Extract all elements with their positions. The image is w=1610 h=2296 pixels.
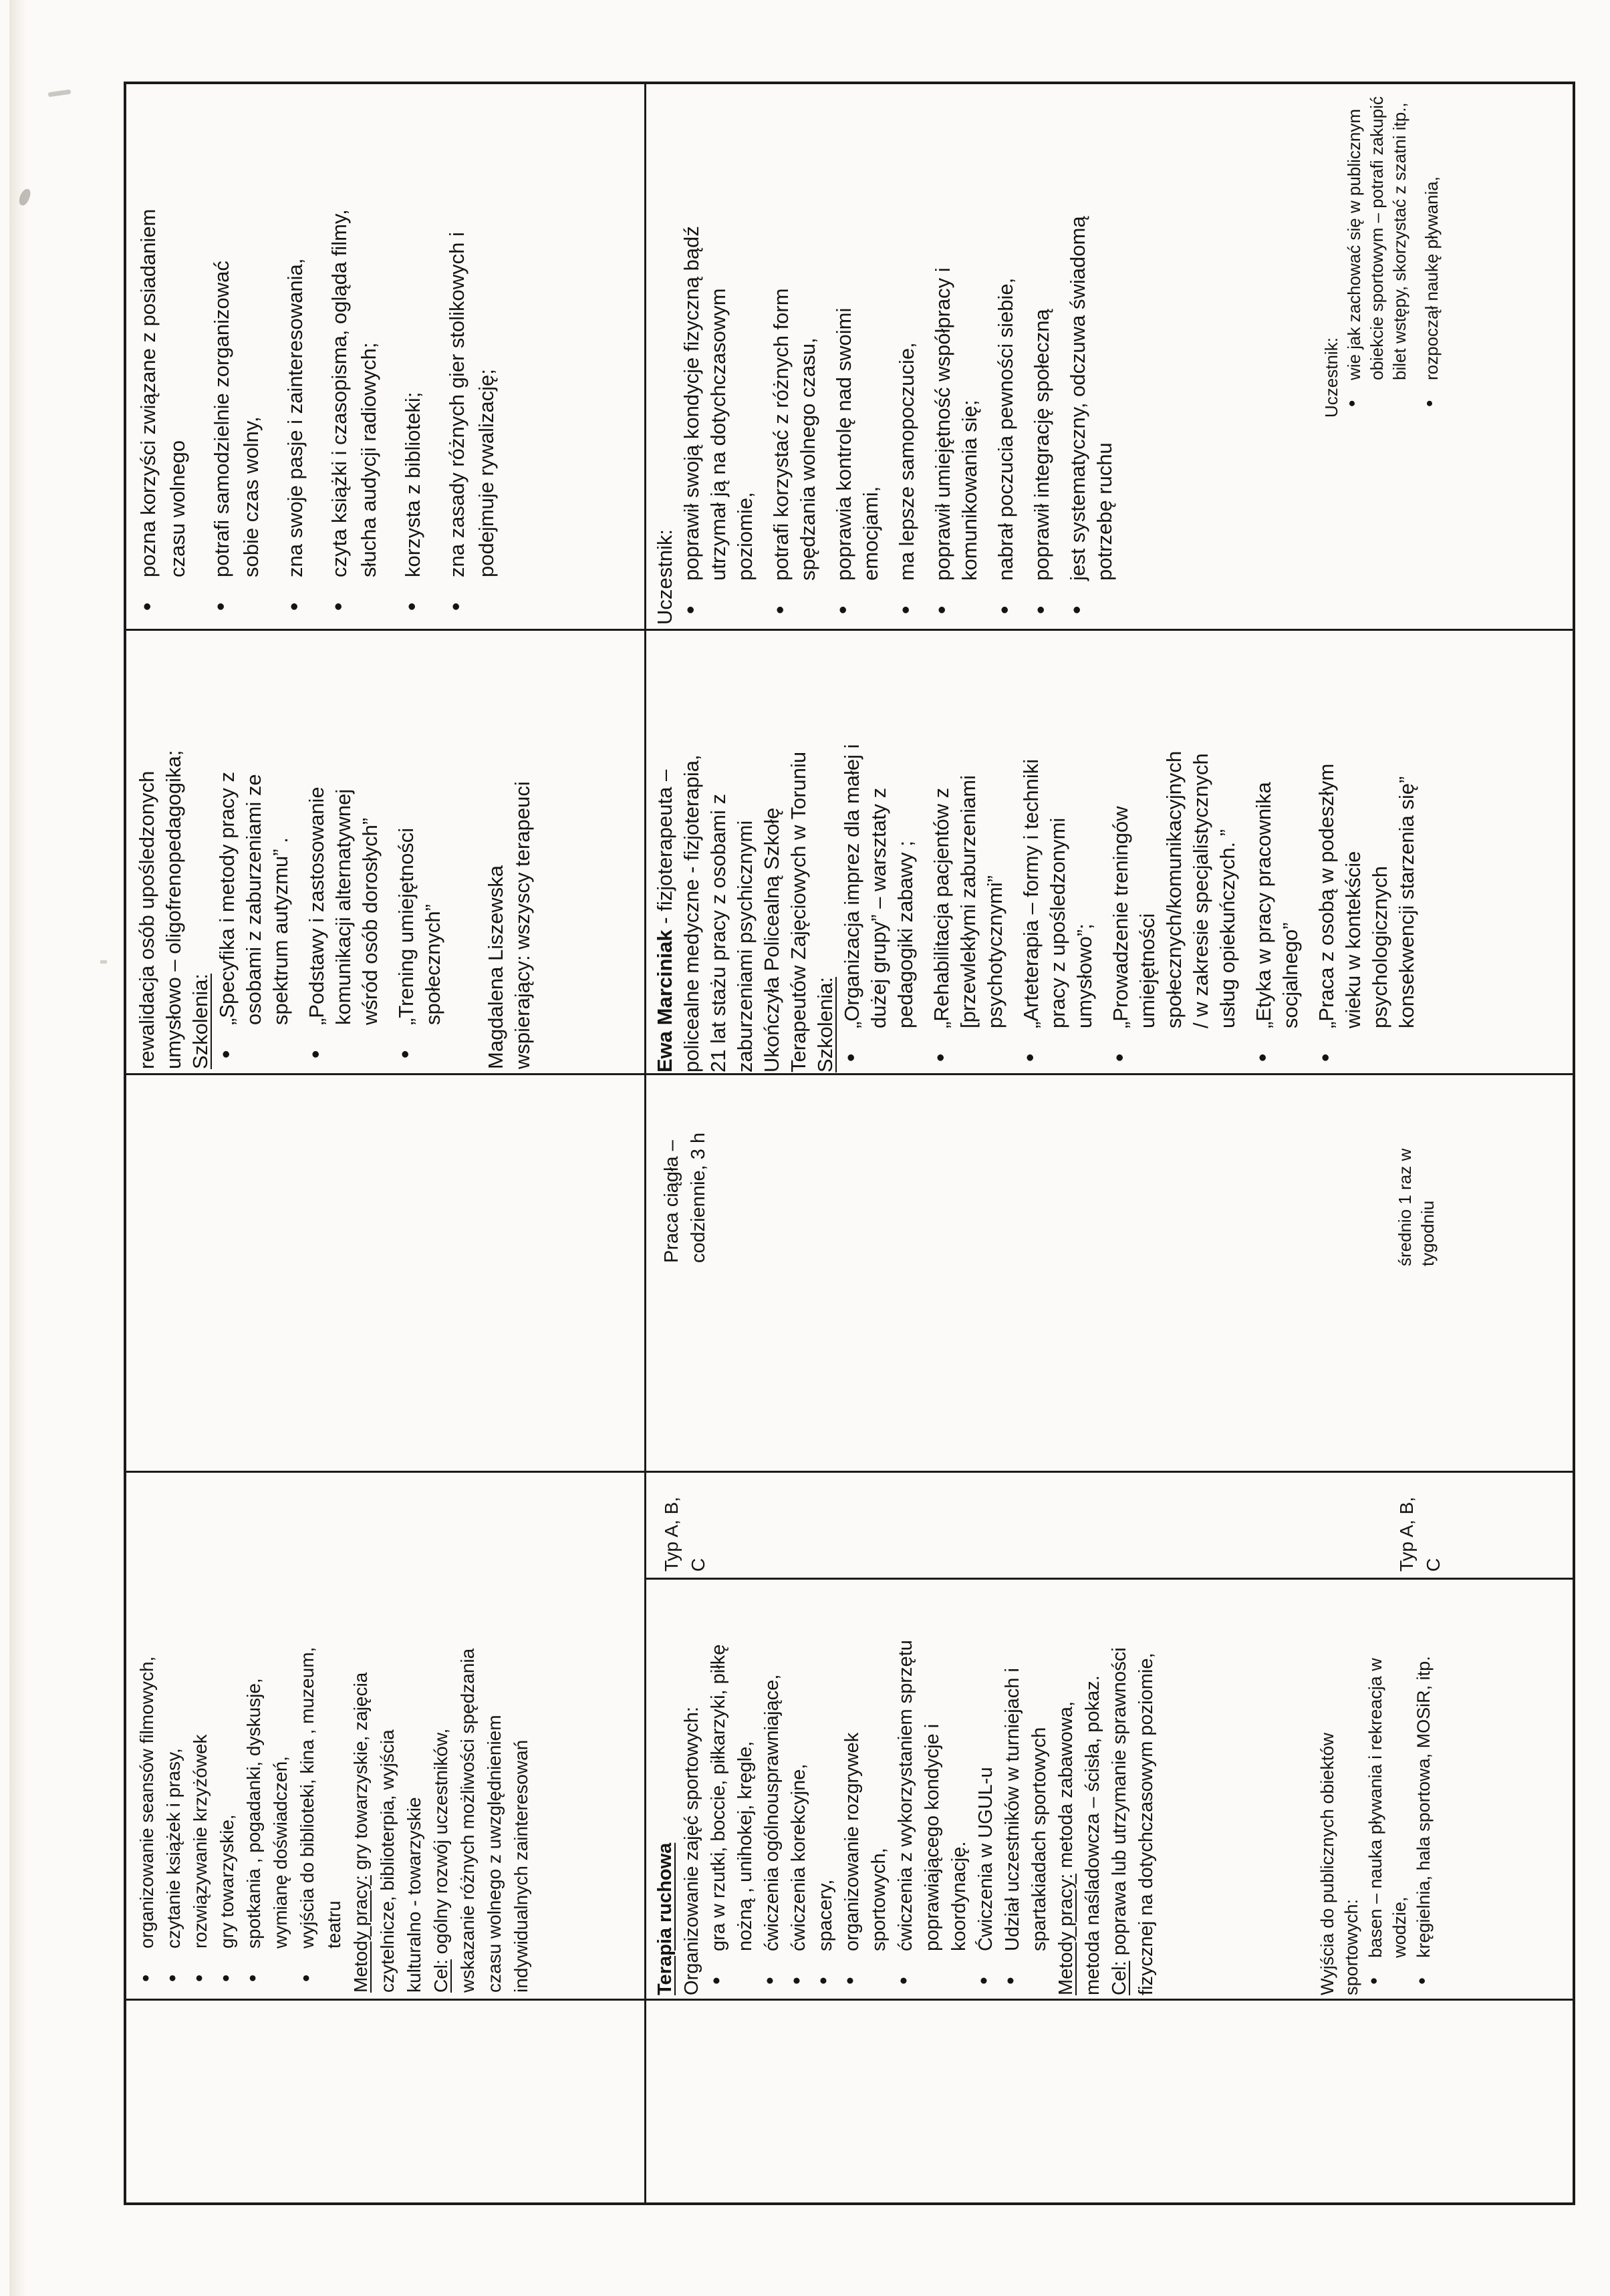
text-line: • „Trening umiejętności (393, 635, 420, 1069)
text-line: • „Organizacja imprez dla małej i (839, 635, 865, 1072)
cell-type-terapia-ruchowa (658, 1471, 720, 1572)
text-line: podejmuje rywalizację; (475, 369, 498, 577)
text-line: teatru (323, 1900, 344, 1949)
text-line: metoda naśladowcza – ścisła, pokaz. (1082, 1675, 1103, 1995)
text-line: czasu wolnego z uwzględnieniem (484, 1715, 505, 1993)
text-line: wieku w kontekście (1341, 851, 1365, 1028)
text-line (812, 635, 839, 1072)
text-line: poprawiającego kondycje i (922, 1723, 943, 1951)
text-line: psychotycznymi” (983, 875, 1007, 1028)
text-line: wodzie, (1389, 1896, 1410, 1958)
text-line: spartakiadach sportowych (1029, 1727, 1050, 1951)
cell-effects-wyjscia (1320, 90, 1567, 418)
text-line: • poprawił integrację społeczną (1029, 90, 1055, 625)
text-line: • gra w rzutki, boccie, piłkarzyki, piłkę (705, 1582, 732, 1995)
text-line: komunikacji alternatywnej (331, 788, 355, 1025)
text-line: • „Rehabilitacja pacjentów z (928, 635, 955, 1072)
text-line: sportowych: (1341, 1898, 1361, 1995)
text-line: umysłowo”; (1073, 923, 1096, 1028)
text-line: konsekwencji starzenia się” (1395, 776, 1418, 1028)
text-line: utrzymał ją na dotychczasowym (706, 288, 730, 581)
text-line (187, 635, 214, 1069)
text-line: • czytanie książek i prasy, (160, 1584, 187, 1993)
text-line: • wie jak zachować się w publicznym (1343, 90, 1365, 418)
text-line: umiejętności (1135, 913, 1159, 1028)
text-line (652, 1582, 678, 1995)
text-line: wspierający: wszyscy terapeuci (511, 781, 534, 1069)
underlined-label: Szkolenia: (188, 973, 212, 1069)
text-line: dużej grupy” – warsztaty z (867, 787, 890, 1028)
text-line: Wyjścia do publicznych obiektów (1317, 1733, 1337, 1995)
underlined-label: Metody pracy: (1055, 1873, 1077, 1995)
text-line: fizycznej na dotychczasowym poziomie, (1135, 1653, 1157, 1995)
divider-description-bottom (126, 1999, 1573, 2001)
text-line: Praca ciągła – (661, 1140, 682, 1263)
divider-frequency-type (126, 1471, 1573, 1473)
emphasized-label: Terapia ruchowa (654, 1842, 676, 1995)
text-line: • pozna korzyści związane z posiadaniem (134, 90, 163, 621)
text-line: wymianę doświadczeń, (270, 1756, 291, 1949)
text-line: potrzebę ruchu (1093, 442, 1116, 581)
text-line: zaburzeniami psychicznymi (733, 820, 757, 1072)
scan-speck (100, 960, 107, 964)
text-line: słucha audycji radiowych; (357, 342, 380, 577)
text-line: Metody pracy: metoda zabawowa, (1055, 1701, 1077, 1995)
text-line: • basen – nauka pływania i rekreacja w (1363, 1582, 1387, 1995)
scan-smudge (48, 90, 72, 98)
text-line: sobie czas wolny, (239, 416, 263, 577)
cell-frequency-wyjscia (1393, 1123, 1460, 1266)
cell-staff-terapia-ruchowa (652, 635, 1561, 1072)
text-line: sportowych, (868, 1848, 890, 1951)
text-line: • kręgielnia, hala sportowa, MOSiR, itp. (1412, 1582, 1436, 1995)
text-line: Typ A, B, (661, 1496, 682, 1572)
divider-effects-staff (126, 629, 1573, 631)
text-line: Terapeutów Zajęciowych w Toruniu (787, 751, 810, 1072)
text-line: • spacery, (812, 1582, 839, 1995)
text-line: • rozwiązywanie krzyżówek (187, 1584, 214, 1993)
text-line: • ma lepsze samopoczucie, (894, 90, 920, 625)
text-line: emocjami, (859, 486, 882, 581)
text-line: Metody pracy: gry towarzyskie, zajęcia (350, 1672, 371, 1993)
text-line: usług opiekuńczych. ” (1216, 829, 1239, 1028)
text-line: • potrafi korzystać z różnych form (768, 90, 795, 625)
text-line: • czyta książki i czasopisma, ogląda filmy, (325, 90, 354, 621)
text-line: 21 lat stażu pracy z osobami z (706, 794, 730, 1072)
text-line: średnio 1 raz w (1395, 1148, 1415, 1266)
text-line: socjalnego” (1279, 922, 1302, 1028)
text-line: • potrafi samodzielnie zorganizować (207, 90, 237, 621)
text-line: • „Podstawy i zastosowanie (303, 635, 330, 1069)
text-line: • organizowanie seansów filmowych, (134, 1584, 160, 1993)
cell-description-continued-row (134, 1584, 635, 1993)
text-line: • jest systematyczny, odczuwa świadomą (1065, 90, 1091, 625)
text-line: [przewlekłymi zaburzeniami (956, 774, 980, 1028)
text-line: • korzysta z biblioteki; (398, 90, 428, 621)
text-line: obiekcie sportowym – potrafi zakupić (1367, 96, 1387, 380)
text-line: Ukończyła Policealną Szkołę (760, 807, 783, 1072)
text-line: • gry towarzyskie, (214, 1584, 241, 1993)
text-line: Uczestnik: (653, 529, 676, 625)
text-line: umysłowo – oligofrenopedagogika; (162, 750, 185, 1069)
text-line: pedagogiki zabawy ; (894, 841, 917, 1028)
text-line: • poprawia kontrolę nad swoimi (831, 90, 857, 625)
scanner-edge-artifact (9, 0, 29, 2296)
text-line: Uczestnik: (1321, 337, 1341, 418)
text-line: osobami z zaburzeniami ze (242, 774, 265, 1025)
text-line: C (688, 1558, 708, 1572)
text-line: wskazanie różnych możliwości spędzania (457, 1648, 478, 1993)
divider-type-description (644, 1578, 1573, 1580)
divider-staff-frequency (126, 1073, 1573, 1075)
text-line: policealne medyczne - fizjoterapia, (680, 754, 703, 1072)
text-line: Organizowanie zajęć sportowych: (681, 1707, 702, 1995)
text-line: • poprawił umiejętność współpracy i (930, 90, 956, 625)
text-line: spektrum autyzmu” . (269, 837, 292, 1025)
text-line: koordynację. (948, 1841, 970, 1951)
cell-staff-continued-row (134, 635, 601, 1069)
text-line: • „Praca z osobą w podeszłym (1313, 635, 1340, 1072)
text-line: • „Prowadzenie treningów (1107, 635, 1134, 1072)
text-line: indywidualnych zainteresowań (511, 1739, 531, 1993)
text-line: bilet wstępy, skorzystać z szatni itp., (1389, 102, 1410, 380)
underlined-label: Cel: (1109, 1961, 1130, 1995)
text-line: komunikowania się; (958, 400, 981, 581)
text-line: Cel: ogólny rozwój uczestników, (430, 1728, 451, 1993)
text-line: • zna swoje pasje i zainteresowania, (281, 90, 310, 621)
text-line: • ćwiczenia z wykorzystaniem sprzętu (892, 1582, 919, 1995)
underlined-label: Metody pracy: (350, 1875, 371, 1993)
text-line: społecznych” (421, 904, 444, 1025)
text-line: • Ćwiczenia w UGUL-u (972, 1582, 999, 1995)
underlined-label: Szkolenia: (813, 976, 837, 1072)
text-line: • spotkania , pogadanki, dyskusje, (241, 1584, 267, 1993)
cell-effects-terapia-ruchowa (652, 90, 1170, 625)
text-line: • Udział uczestników w turniejach i (999, 1582, 1026, 1995)
text-line: społecznych/komunikacyjnych (1162, 750, 1186, 1028)
text-line: czytelnicze, biblioterpia, wyjścia (377, 1729, 398, 1993)
cell-effects-continued-row (134, 90, 635, 621)
text-line: Ewa Marciniak - fizjoterapeuta – (653, 769, 676, 1072)
text-line: • ćwiczenia ogólnousprawniające, (759, 1582, 785, 1995)
text-line (456, 635, 483, 1069)
text-line: • rozpoczął naukę pływania, (1420, 90, 1443, 418)
text-line: tygodniu (1418, 1200, 1438, 1266)
row-divider (644, 84, 646, 2202)
cell-type-wyjscia (1393, 1471, 1455, 1572)
text-line: • nabrał poczucia pewności siebie, (992, 90, 1019, 625)
underlined-label: Cel: (430, 1959, 451, 1993)
text-line: kulturalno - towarzyskie (404, 1797, 424, 1993)
text-line: czasu wolnego (166, 440, 189, 577)
text-line: • ćwiczenia korekcyjne, (785, 1582, 812, 1995)
text-line: codziennie, 3 h (688, 1132, 709, 1263)
text-line: • „Etyka w pracy pracownika (1250, 635, 1277, 1072)
cell-description-terapia-ruchowa (652, 1582, 1307, 1995)
text-line: • poprawił swoją kondycje fizyczną bądź (678, 90, 705, 625)
text-line: • organizowanie rozgrywek (839, 1582, 865, 1995)
text-line: spędzania wolnego czasu, (796, 337, 819, 581)
text-line: nożną , unihokej, kręgle, (734, 1741, 756, 1951)
text-line: / w zakresie specjalistycznych (1189, 753, 1212, 1028)
cell-description-wyjscia (1315, 1582, 1564, 1995)
text-line: • zna zasady różnych gier stolikowych i (442, 90, 472, 621)
text-line: poziomie, (733, 492, 757, 581)
text-line: • „Arteterapia – formy i techniki (1018, 635, 1045, 1072)
text-line: • „Specyfika i metody pracy z (214, 635, 241, 1069)
text-line: C (1423, 1558, 1444, 1572)
emphasized-label: Ewa Marciniak (653, 929, 676, 1072)
text-line: Cel: poprawa lub utrzymanie sprawności (1109, 1647, 1130, 1995)
text-line: Typ A, B, (1396, 1496, 1417, 1572)
cell-frequency-terapia-ruchowa (658, 1096, 722, 1263)
text-line: Magdalena Liszewska (484, 865, 507, 1069)
text-line: psychologicznych (1368, 866, 1391, 1028)
text-line: • wyjścia do biblioteki, kina , muzeum, (294, 1584, 321, 1993)
text-line: pracy z upośledzonymi (1046, 817, 1069, 1028)
text-line: rewalidacja osób upośledzonych (135, 770, 158, 1069)
text-line: wśród osób dorosłych” (358, 817, 382, 1025)
